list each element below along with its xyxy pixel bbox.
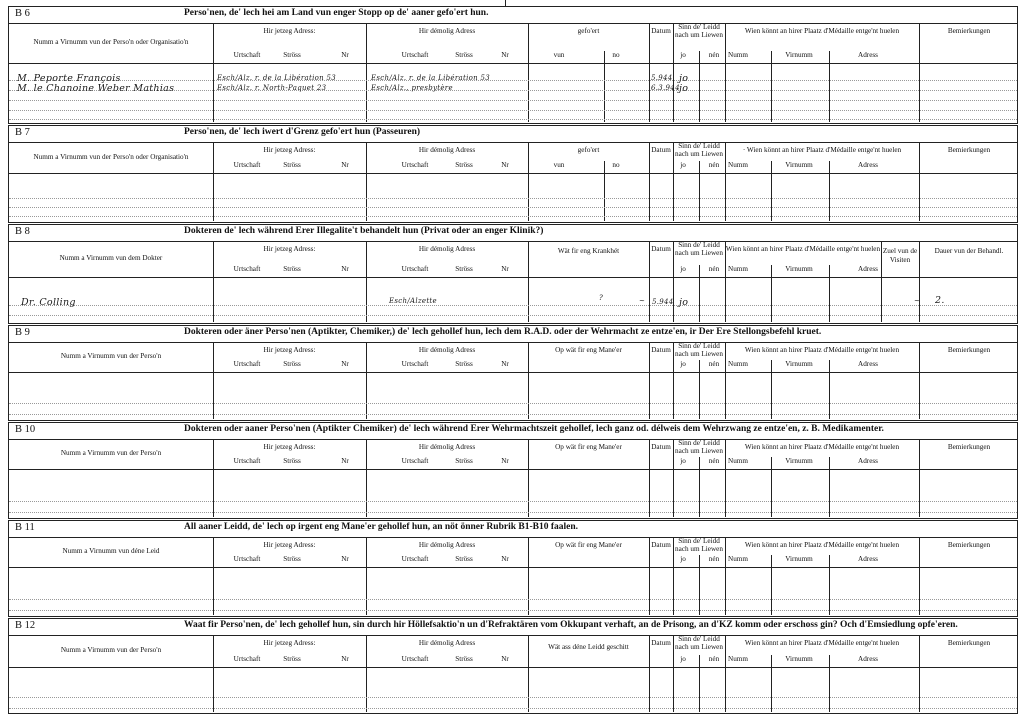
column-date-label: Datum: [651, 346, 671, 354]
sub-town-label: Urtschaft: [401, 555, 429, 563]
section-header: [9, 521, 1017, 538]
column-current-address-label: Hir jetzeg Adress:: [263, 541, 316, 549]
sub-town-label: Urtschaft: [401, 161, 429, 169]
column-current-address-label: Hir jetzeg Adress:: [263, 443, 316, 451]
alive-yes: jo: [679, 297, 689, 308]
sub-town-label: Urtschaft: [233, 655, 261, 663]
sub-street-label: Ströss: [283, 360, 301, 368]
section-b9: [8, 325, 1018, 421]
column-current-address-label: Hir jetzeg Adress:: [263, 245, 316, 253]
column-header-row: [9, 241, 1017, 278]
sub-firstname-label: Virnumm: [785, 161, 813, 169]
entry-row[interactable]: [9, 388, 1017, 404]
sub-address-label: Adress: [858, 555, 878, 563]
sub-surname-label: Numm: [728, 655, 748, 663]
sub-firstname-label: Virnumm: [785, 655, 813, 663]
column-former-address-label: Hir démolig Adress: [418, 146, 476, 154]
sub-no-label: nén: [708, 555, 720, 563]
entry-row[interactable]: [9, 501, 1017, 513]
section-code: B 8: [15, 226, 30, 237]
column-medal-recipient-label: Wien könnt an hirer Plaatz d'Médaille entge'nt huelen: [744, 639, 900, 647]
column-manner-label: Op wät fir eng Mane'er: [555, 443, 622, 451]
sub-town-label: Urtschaft: [233, 360, 261, 368]
sub-street-label: Ströss: [455, 555, 473, 563]
sub-number-label: Nr: [341, 360, 349, 368]
section-b11: [8, 520, 1018, 617]
sub-address-label: Adress: [858, 457, 878, 465]
entry-former-address: Esch/Alz., presbytère: [371, 84, 453, 92]
column-name-label: Numm a Virnumm vun der Perso'n: [60, 449, 162, 457]
section-code: B 7: [15, 127, 30, 138]
entry-former-address: Esch/Alz. r. de la Libération 53: [371, 74, 490, 82]
sub-firstname-label: Virnumm: [785, 51, 813, 59]
sub-address-label: Adress: [858, 161, 878, 169]
entry-row[interactable]: [9, 305, 1017, 316]
entry-name: M. Peporte François: [17, 73, 121, 84]
sub-number-label: Nr: [501, 265, 509, 273]
entry-row[interactable]: [9, 403, 1017, 415]
column-medal-recipient-label: Wien könnt an hirer Plaatz d'Médaille entge'nt huelen: [744, 443, 900, 451]
column-remarks-label: Bemierkungen: [947, 146, 991, 154]
entry-row[interactable]: [9, 485, 1017, 502]
section-b7: [8, 125, 1018, 223]
section-title: All aaner Leidd, de' lech op irgent eng Mane'er gehollef hun, an nöt önner Rubrik B1-B10 faalen.: [184, 522, 579, 532]
column-duration-label: Dauer vun der Behandl.: [934, 247, 1004, 255]
sub-firstname-label: Virnumm: [785, 360, 813, 368]
sub-number-label: Nr: [341, 51, 349, 59]
sub-yes-label: jo: [680, 161, 686, 169]
sub-street-label: Ströss: [283, 161, 301, 169]
sub-street-label: Ströss: [283, 457, 301, 465]
sub-no-label: nén: [708, 51, 720, 59]
section-b6: [8, 6, 1018, 124]
sub-street-label: Ströss: [455, 360, 473, 368]
sub-town-label: Urtschaft: [401, 457, 429, 465]
section-header: [9, 7, 1017, 24]
column-date-label: Datum: [651, 146, 671, 154]
column-date-label: Datum: [651, 639, 671, 647]
sub-yes-label: jo: [680, 655, 686, 663]
sub-street-label: Ströss: [455, 51, 473, 59]
section-header: [9, 225, 1017, 242]
entry-row[interactable]: [9, 599, 1017, 611]
sub-town-label: Urtschaft: [233, 555, 261, 563]
sub-street-label: Ströss: [455, 655, 473, 663]
sub-town-label: Urtschaft: [233, 161, 261, 169]
sub-number-label: Nr: [341, 655, 349, 663]
sub-no-label: nén: [708, 161, 720, 169]
sub-number-label: Nr: [501, 555, 509, 563]
section-title: Dokteren de' lech während Erer Illegalite't behandelt hun (Privat oder an enger Klinik?): [184, 226, 544, 236]
sub-number-label: Nr: [341, 161, 349, 169]
section-header: [9, 619, 1017, 636]
section-b8: [8, 224, 1018, 324]
column-remarks-label: Bemierkungen: [947, 639, 991, 647]
column-name-label: Numm a Virnumm vun der Perso'n oder Organisatio'n: [33, 38, 189, 46]
column-medal-recipient-label: Wien könnt an hirer Plaatz d'Médaille entge'nt huelen: [744, 27, 900, 35]
column-illness-label: Wät fir eng Krankhét: [557, 247, 620, 255]
sub-firstname-label: Virnumm: [785, 457, 813, 465]
illness-tilde: ~: [639, 297, 646, 305]
visits-tilde: ~: [914, 297, 921, 305]
sub-yes-label: jo: [680, 360, 686, 368]
entry-alive-yes: jo: [679, 73, 689, 84]
sub-to-label: no: [612, 161, 620, 169]
column-alive-label: Sinn de' Leidd nach um Liewen: [675, 142, 723, 158]
entry-current-address: Esch/Alz. r. North-Paquet 23: [217, 84, 327, 92]
sub-address-label: Adress: [858, 51, 878, 59]
section-code: B 9: [15, 327, 30, 338]
section-header: [9, 326, 1017, 343]
sub-firstname-label: Virnumm: [785, 265, 813, 273]
section-code: B 6: [15, 8, 30, 19]
section-title: Waat fir Perso'nen, de' lech gehollef hun, sin durch hir Höllefsaktio'n un d'Refraktären vom Okkupant verhaft, an de Prisong, an d'KZ komm oder erschoss gin? Och d'Emsiedlung opfe'eren.: [184, 620, 958, 630]
column-header-row: [9, 142, 1017, 174]
sub-street-label: Ströss: [283, 265, 301, 273]
column-alive-label: Sinn de' Leidd nach um Liewen: [675, 23, 723, 39]
section-b10: [8, 422, 1018, 519]
sub-number-label: Nr: [501, 655, 509, 663]
column-manner-label: Wät ass déne Leidd geschitt: [548, 643, 629, 651]
sub-no-label: nén: [708, 457, 720, 465]
entry-row[interactable]: [9, 110, 1017, 120]
entry-row[interactable]: [9, 207, 1017, 217]
sub-number-label: Nr: [341, 457, 349, 465]
sub-yes-label: jo: [680, 457, 686, 465]
sub-from-label: vun: [553, 51, 565, 59]
sub-town-label: Urtschaft: [233, 457, 261, 465]
column-former-address-label: Hir démolig Adress: [418, 245, 476, 253]
sub-to-label: no: [612, 51, 620, 59]
column-alive-label: Sinn de' Leidd nach um Liewen: [675, 241, 723, 257]
column-remarks-label: Bemierkungen: [947, 346, 991, 354]
sub-yes-label: jo: [680, 51, 686, 59]
sub-surname-label: Numm: [728, 555, 748, 563]
sub-address-label: Adress: [858, 655, 878, 663]
column-alive-label: Sinn de' Leidd nach um Liewen: [675, 537, 723, 553]
column-visits-label: Zuel vun de Visiten: [882, 247, 918, 264]
column-medal-recipient-label: Wien könnt an hirer Plaatz d'Médaille entge'nt huelen: [725, 245, 881, 253]
sub-town-label: Urtschaft: [401, 360, 429, 368]
sub-surname-label: Numm: [728, 51, 748, 59]
column-manner-label: Op wät fir eng Mane'er: [555, 541, 622, 549]
sub-street-label: Ströss: [283, 555, 301, 563]
section-title: Perso'nen, de' lech hei am Land vun enger Stopp op de' aaner gefo'ert hun.: [184, 8, 489, 18]
sub-no-label: nén: [708, 360, 720, 368]
column-name-label: Numm a Virnumm vun déne Leid: [62, 547, 160, 555]
column-date-label: Datum: [651, 541, 671, 549]
section-code: B 11: [15, 522, 35, 533]
column-manner-label: Op wät fir eng Mane'er: [555, 346, 622, 354]
sub-street-label: Ströss: [455, 265, 473, 273]
sub-number-label: Nr: [501, 360, 509, 368]
column-led-label: gefo'ert: [577, 146, 600, 154]
sub-address-label: Adress: [858, 360, 878, 368]
column-former-address-label: Hir démolig Adress: [418, 27, 476, 35]
column-header-row: [9, 635, 1017, 668]
column-remarks-label: Bemierkungen: [947, 541, 991, 549]
sub-yes-label: jo: [680, 555, 686, 563]
section-title: Dokteren oder aaner Perso'nen (Aptikter Chemiker) de' lech während Erer Wehrmachtszeit gehollef, lech ganz od. délweis dem Wehrzwang ze entze'en, z. B. Medikamenter.: [184, 424, 884, 434]
entry-name: M. le Chanoine Weber Mathias: [17, 83, 175, 94]
column-header-row: [9, 537, 1017, 568]
column-current-address-label: Hir jetzeg Adress:: [263, 146, 316, 154]
entry-date: 6.3.944: [651, 84, 680, 92]
entry-row[interactable]: [9, 583, 1017, 600]
column-former-address-label: Hir démolig Adress: [418, 541, 476, 549]
column-remarks-label: Bemierkungen: [947, 443, 991, 451]
entry-current-address: Esch/Alz. r. de la Libération 53: [217, 74, 336, 82]
column-date-label: Datum: [651, 245, 671, 253]
column-current-address-label: Hir jetzeg Adress:: [263, 639, 316, 647]
column-header-row: [9, 23, 1017, 64]
sub-street-label: Ströss: [283, 51, 301, 59]
sub-number-label: Nr: [341, 265, 349, 273]
column-alive-label: Sinn de' Leidd nach um Liewen: [675, 635, 723, 651]
treatment-date: 5.944: [652, 298, 674, 306]
sub-surname-label: Numm: [728, 360, 748, 368]
column-date-label: Datum: [651, 443, 671, 451]
column-alive-label: Sinn de' Leidd nach um Liewen: [675, 342, 723, 358]
column-former-address-label: Hir démolig Adress: [418, 346, 476, 354]
section-code: B 10: [15, 424, 36, 435]
sub-town-label: Urtschaft: [401, 655, 429, 663]
sub-firstname-label: Virnumm: [785, 555, 813, 563]
column-former-address-label: Hir démolig Adress: [418, 443, 476, 451]
column-name-label: Numm a Virnumm vun dem Dokter: [59, 254, 163, 262]
section-b12: [8, 618, 1018, 714]
column-name-label: Numm a Virnumm vun der Perso'n: [60, 646, 162, 654]
section-title: Dokteren oder äner Perso'nen (Aptikter, Chemiker,) de' lech gehollef hun, lech dem R.A.D. oder der Wehrmacht ze entze'en, ir Der Ere Stellongsbefehl kruet.: [184, 327, 822, 337]
section-code: B 12: [15, 620, 36, 631]
sub-street-label: Ströss: [455, 161, 473, 169]
section-title: Perso'nen, de' lech iwert d'Grenz gefo'ert hun (Passeuren): [184, 127, 421, 137]
column-current-address-label: Hir jetzeg Adress:: [263, 27, 316, 35]
sub-number-label: Nr: [501, 457, 509, 465]
column-medal-recipient-label: · Wien könnt an hirer Plaatz d'Médaille entge'nt huelen: [742, 146, 902, 154]
section-header: [9, 126, 1017, 143]
entry-row[interactable]: [9, 697, 1017, 709]
sub-surname-label: Numm: [728, 265, 748, 273]
column-header-row: [9, 342, 1017, 373]
illness-value: ?: [599, 294, 604, 302]
sub-street-label: Ströss: [455, 457, 473, 465]
sub-number-label: Nr: [501, 51, 509, 59]
column-led-label: gefo'ert: [577, 27, 600, 35]
sub-town-label: Urtschaft: [233, 51, 261, 59]
column-former-address-label: Hir démolig Adress: [418, 639, 476, 647]
sub-town-label: Urtschaft: [401, 265, 429, 273]
sub-yes-label: jo: [680, 265, 686, 273]
sub-street-label: Ströss: [283, 655, 301, 663]
sub-town-label: Urtschaft: [401, 51, 429, 59]
doctor-former-address: Esch/Alzette: [389, 297, 437, 305]
column-name-label: Numm a Virnumm vun der Perso'n oder Organisatio'n: [33, 152, 189, 161]
doctor-name: Dr. Colling: [21, 297, 76, 308]
column-header-row: [9, 439, 1017, 470]
sub-town-label: Urtschaft: [233, 265, 261, 273]
sub-surname-label: Numm: [728, 457, 748, 465]
sub-number-label: Nr: [341, 555, 349, 563]
sub-number-label: Nr: [501, 161, 509, 169]
column-remarks-label: Bemierkungen: [947, 27, 991, 35]
section-header: [9, 423, 1017, 440]
column-current-address-label: Hir jetzeg Adress:: [263, 346, 316, 354]
column-medal-recipient-label: Wien könnt an hirer Plaatz d'Médaille entge'nt huelen: [744, 346, 900, 354]
entry-alive-yes: jo: [679, 83, 689, 94]
sub-surname-label: Numm: [728, 161, 748, 169]
column-alive-label: Sinn de' Leidd nach um Liewen: [675, 439, 723, 455]
column-name-label: Numm a Virnumm vun der Perso'n: [60, 352, 162, 360]
entry-date: 5.944: [651, 74, 673, 82]
sub-address-label: Adress: [858, 265, 878, 273]
entry-row[interactable]: [9, 683, 1017, 698]
column-medal-recipient-label: Wien könnt an hirer Plaatz d'Médaille entge'nt huelen: [744, 541, 900, 549]
visits-count: 2.: [935, 295, 945, 306]
sub-no-label: nén: [708, 655, 720, 663]
column-date-label: Datum: [651, 27, 671, 35]
sub-from-label: vun: [553, 161, 565, 169]
sub-no-label: nén: [708, 265, 720, 273]
